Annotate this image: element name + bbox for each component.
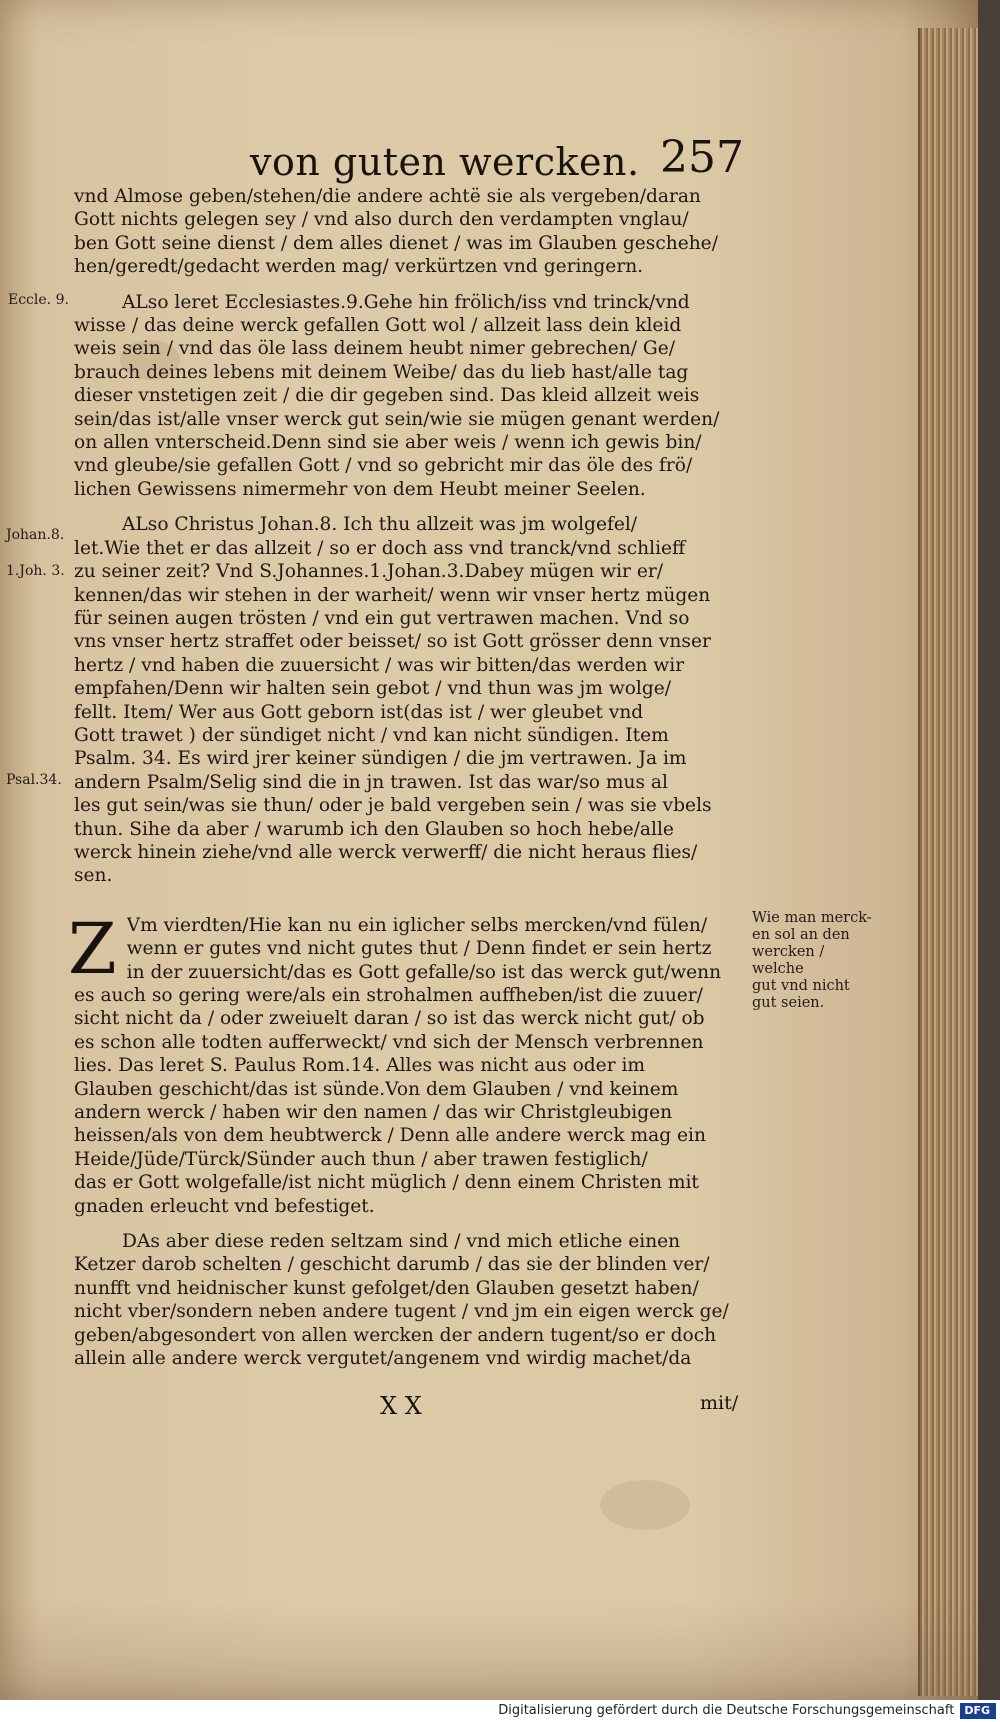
text-line: für seinen augen trösten / vnd ein gut vertrawen machen. Vnd so <box>74 607 690 629</box>
text-line: hen/geredt/gedacht werden mag/ verkürtzen vnd geringern. <box>74 256 644 278</box>
text-line: Gott trawet ) der sündiget nicht / vnd kan nicht sündigen. Item <box>74 724 669 746</box>
credit-text: Digitalisierung gefördert durch die Deutsche Forschungsgemeinschaft <box>498 1703 955 1718</box>
text-line: weis sein / vnd das öle lass deinem heubt nimer gebrechen/ Ge/ <box>74 338 676 360</box>
text-line: brauch deines lebens mit deinem Weibe/ das du lieb hast/alle tag <box>74 361 689 383</box>
text-line: Gott nichts gelegen sey / vnd also durch den verdampten vnglau/ <box>74 209 689 231</box>
margin-note-johan: Johan.8. <box>6 527 65 543</box>
text-line: dieser vnstetigen zeit / die dir gegeben sind. Das kleid allzeit weis <box>74 385 700 407</box>
digitization-credit <box>0 1700 1000 1722</box>
text-line: gnaden erleucht vnd befestiget. <box>74 1195 375 1217</box>
text-line: empfahen/Denn wir halten sein gebot / vnd thun was jm wolge/ <box>74 678 672 700</box>
paragraph-4 <box>68 907 750 1218</box>
text-line: Vm vierdten/Hie kan nu ein iglicher selbs mercken/vnd fülen/ <box>126 914 708 936</box>
text-line: wisse / das deine werck gefallen Gott wol / allzeit lass dein kleid <box>74 315 682 337</box>
signature-mark: X X <box>380 1392 422 1420</box>
text-line: sicht nicht da / oder zweiuelt daran / so ist das werck nicht gut/ ob <box>74 1008 705 1030</box>
text-line: Glauben geschicht/das ist sünde.Von dem Glauben / vnd keinem <box>74 1078 679 1100</box>
running-title: von guten wercken. <box>250 140 640 184</box>
text-line: geben/abgesondert von allen wercken der andern tugent/so er doch <box>74 1324 717 1346</box>
sidenote-line: en sol an den <box>752 927 850 943</box>
text-line: let.Wie thet er das allzeit / so er doch ass vnd tranck/vnd schlieff <box>74 537 686 559</box>
margin-note-1joh: 1.Joh. 3. <box>6 563 65 579</box>
text-line: es auch so gering were/als ein strohalmen auffheben/ist die zuuer/ <box>74 985 703 1006</box>
paragraph-5 <box>74 1230 750 1370</box>
text-line: thun. Sihe da aber / warumb ich den Glauben so hoch hebe/alle <box>74 818 674 840</box>
text-line: wenn er gutes vnd nicht gutes thut / Denn findet er sein hertz <box>126 938 712 960</box>
text-line: in der zuuersicht/das es Gott gefalle/so ist das werck gut/wenn <box>126 961 722 983</box>
text-line: Ketzer darob schelten / geschicht darumb / das sie der blinden ver/ <box>74 1254 710 1276</box>
margin-note-psal: Psal.34. <box>6 772 62 788</box>
paper-stain <box>600 1480 690 1530</box>
text-line: on allen vnterscheid.Denn sind sie aber weis / wenn ich gewis bin/ <box>74 432 702 454</box>
text-line: vnd gleube/sie gefallen Gott / vnd so gebricht mir das öle des frö/ <box>74 455 693 477</box>
paragraph-2 <box>74 291 750 502</box>
folio-number: 257 <box>660 132 744 183</box>
text-line: andern werck / haben wir den namen / das wir Christgleubigen <box>74 1102 673 1124</box>
text-line: andern Psalm/Selig sind die in jn trawen. Ist das war/so mus al <box>74 771 668 793</box>
page-bottom-shadow <box>0 1600 978 1700</box>
text-line: nunfft vnd heidnischer kunst gefolget/den Glauben gesetzt haben/ <box>74 1277 699 1299</box>
text-line: sein/das ist/alle vnser werck gut sein/wie sie mügen genant werden/ <box>74 408 720 430</box>
text-line: zu seiner zeit? Vnd S.Johannes.1.Johan.3.Dabey mügen wir er/ <box>74 561 663 583</box>
text-line: lies. Das leret S. Paulus Rom.14. Alles was nicht aus oder im <box>74 1055 646 1077</box>
text-line: fellt. Item/ Wer aus Gott geborn ist(das ist / wer gleubet vnd <box>74 701 644 723</box>
sidenote-line: wercken / welche <box>752 944 825 977</box>
text-line: vnd Almose geben/stehen/die andere achtë sie als vergeben/daran <box>74 186 701 207</box>
drop-cap: Z <box>68 907 117 990</box>
text-line: Psalm. 34. Es wird jrer keiner sündigen / die jm vertrawen. Ja im <box>74 748 687 770</box>
text-line: kennen/das wir stehen in der warheit/ wenn wir vnser hertz mügen <box>74 584 711 606</box>
text-line: sen. <box>74 865 113 887</box>
page-edge <box>918 28 978 1696</box>
text-line: ben Gott seine dienst / dem alles dienet / was im Glauben geschehe/ <box>74 232 718 254</box>
text-line: ALso leret Ecclesiastes.9.Gehe hin frölich/iss vnd trinck/vnd <box>122 291 690 313</box>
margin-note-eccle: Eccle. 9. <box>8 292 69 308</box>
catchword: mit/ <box>700 1392 739 1414</box>
sidenote-line: Wie man merck- <box>752 910 872 926</box>
text-line: vns vnser hertz straffet oder beisset/ so ist Gott grösser denn vnser <box>74 631 711 653</box>
dfg-logo: DFG <box>960 1703 996 1719</box>
text-line: allein alle andere werck vergutet/angenem vnd wirdig machet/da <box>74 1348 692 1370</box>
text-line: es schon alle todten aufferweckt/ vnd sich der Mensch verbrennen <box>74 1031 704 1053</box>
text-line: DAs aber diese reden seltzam sind / vnd mich etliche einen <box>122 1231 681 1253</box>
text-line: werck hinein ziehe/vnd alle werck verwerff/ die nicht heraus flies/ <box>74 841 698 863</box>
sidenote-line: gut vnd nicht <box>752 978 850 994</box>
text-line: ALso Christus Johan.8. Ich thu allzeit was jm wolgefel/ <box>122 514 638 536</box>
text-line: das er Gott wolgefalle/ist nicht müglich / denn einem Christen mit <box>74 1172 699 1194</box>
text-line: lichen Gewissens nimermehr von dem Heubt meiner Seelen. <box>74 478 646 500</box>
paragraph-3 <box>74 513 750 888</box>
sidenote <box>752 910 872 1012</box>
text-line: nicht vber/sondern neben andere tugent / vnd jm ein eigen werck ge/ <box>74 1301 729 1323</box>
paragraph-1 <box>74 185 750 279</box>
text-line: hertz / vnd haben die zuuersicht / was wir bitten/das werden wir <box>74 654 685 676</box>
text-line: les gut sein/was sie thun/ oder je bald vergeben sein / was sie vbels <box>74 795 712 817</box>
body-text <box>68 185 750 1371</box>
text-line: heissen/als von dem heubtwerck / Denn alle andere werck mag ein <box>74 1125 706 1147</box>
sidenote-line: gut seien. <box>752 995 825 1011</box>
text-line: Heide/Jüde/Türck/Sünder auch thun / aber trawen festiglich/ <box>74 1148 648 1170</box>
